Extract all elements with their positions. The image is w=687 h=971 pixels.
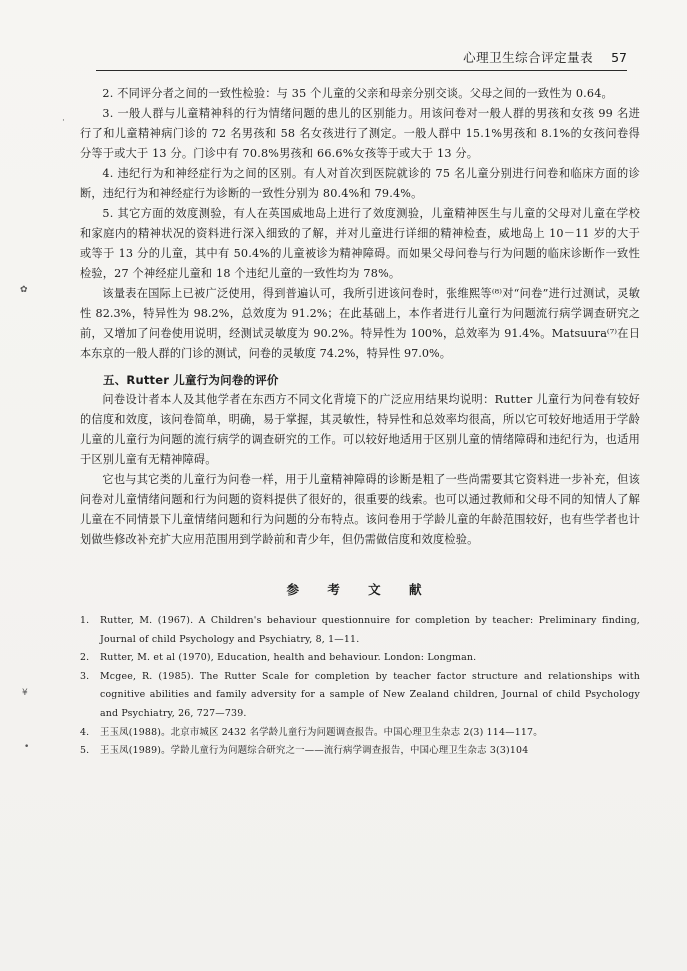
- reference-item: [80, 742, 640, 761]
- reference-number: 2.: [80, 652, 90, 664]
- references-title: 参 考 文 献: [286, 582, 434, 597]
- reference-item: [80, 649, 640, 668]
- paragraph: 4. 违纪行为和神经症行为之间的区别。有人对首次到医院就诊的 75 名儿童分别进行问卷和临床方面的诊断，违纪行为和神经症行为诊断的一致性分别为 80.4%和 79.4%。: [80, 167, 640, 200]
- scan-speck: •: [24, 742, 30, 752]
- paragraph: 2. 不同评分者之间的一致性检验：与 35 个儿童的父亲和母亲分别交谈。父母之间的一致性为 0.64。: [102, 87, 613, 100]
- reference-item: [80, 612, 640, 649]
- body-text: [80, 84, 640, 761]
- paragraph: 该量表在国际上已被广泛使用，得到普遍认可，我所引进该问卷时，张维熙等⁽⁸⁾对“问卷”进行过测试，灵敏性 82.3%，特异性为 98.2%，总效度为 91.2%；在此基础上，本作者进行儿童行为问题流行病学调查研究之前，又增加了问卷使用说明，经测试灵敏度为 90.2%。特异性为 100%，总效率为 91.4%。Matsuura⁽⁷⁾在日本东京的一般人群的门诊的测试，问卷的灵敏度 74.2%，特异性 97.0%。: [80, 287, 640, 360]
- reference-text: 王玉凤(1988)。北京市城区 2432 名学龄儿童行为问题调查报告。中国心理卫生杂志 2(3) 114—117。: [100, 726, 543, 738]
- reference-list: [80, 612, 640, 761]
- paragraph: 它也与其它类的儿童行为问卷一样，用于儿童精神障碍的诊断是粗了一些尚需要其它资料进一步补充，但该问卷对儿童情绪问题和行为问题的资料提供了很好的，很重要的线索。也可以通过教师和父母不同的知情人了解儿童在不同情景下儿童情绪问题和行为问题的分布特点。该问卷用于学龄儿童的年龄范围较好，也有些学者也计划做些修改补充扩大应用范围用到学龄前和青少年，但仍需做信度和效度检验。: [80, 473, 640, 546]
- page-header: [96, 48, 627, 71]
- scan-speck: ✿: [20, 285, 28, 295]
- reference-number: 3.: [80, 670, 90, 682]
- reference-text: Rutter, M. et al (1970), Education, health and behaviour. London: Longman.: [100, 652, 477, 664]
- reference-item: [80, 724, 640, 743]
- reference-number: 5.: [80, 745, 90, 757]
- page-number: 57: [611, 50, 627, 65]
- reference-text: 王玉凤(1989)。学龄儿童行为问题综合研究之一——流行病学调查报告，中国心理卫生杂志 3(3)104: [100, 745, 529, 757]
- paragraph: 问卷设计者本人及其他学者在东西方不同文化背境下的广泛应用结果均说明：Rutter 儿童行为问卷有较好的信度和效度，该问卷简单，明确，易于掌握，其灵敏性，特异性和总效率均很高，所以它可较好地适用于学龄儿童的儿童行为问题的流行病学的调查研究的工作。可以较好地适用于区别儿童的情绪障碍和违纪行为，也适用于区别儿童有无精神障碍。: [80, 393, 640, 466]
- scan-speck: ·: [62, 116, 65, 126]
- paragraph: 5. 其它方面的效度测验，有人在英国威地岛上进行了效度测验，儿童精神医生与儿童的父母对儿童在学校和家庭内的精神状况的资料进行深入细致的了解，并对儿童进行详细的精神检查，威地岛上 10－11 岁的大于或等于 13 分的儿童，其中有 50.4%的儿童被诊为精神障碍。而如果父母问卷与行为问题的临床诊断作一致性检验，27 个神经症儿童和 18 个违纪儿童的一致性均为 78%。: [80, 207, 640, 280]
- reference-item: [80, 668, 640, 724]
- reference-text: Rutter, M. (1967). A Children's behaviour questionnuire for completion by teacher: Preliminary finding, Journal of child Psychology and Psychiatry, 8, 1—11.: [100, 615, 640, 645]
- reference-number: 4.: [80, 726, 90, 738]
- running-title: 心理卫生综合评定量表: [463, 50, 594, 65]
- section-heading: 五、Rutter 儿童行为问卷的评价: [103, 373, 279, 387]
- reference-text: Mcgee, R. (1985). The Rutter Scale for completion by teacher factor structure and relationships with cognitive abilities and family adversity for a sample of New Zealand children, Journal of child Psychology and Psychiatry, 26, 727—739.: [100, 670, 640, 719]
- reference-number: 1.: [80, 615, 90, 626]
- scan-speck: ¥: [22, 688, 28, 698]
- paragraph: 3. 一般人群与儿童精神科的行为情绪问题的患儿的区别能力。用该问卷对一般人群的男孩和女孩 99 名进行了和儿童精神病门诊的 72 名男孩和 58 名女孩进行了测定。一般人群中 15.1%男孩和 8.1%的女孩问卷得分等于或大于 13 分。门诊中有 70.8%男孩和 66.6%女孩等于或大于 13 分。: [80, 107, 640, 160]
